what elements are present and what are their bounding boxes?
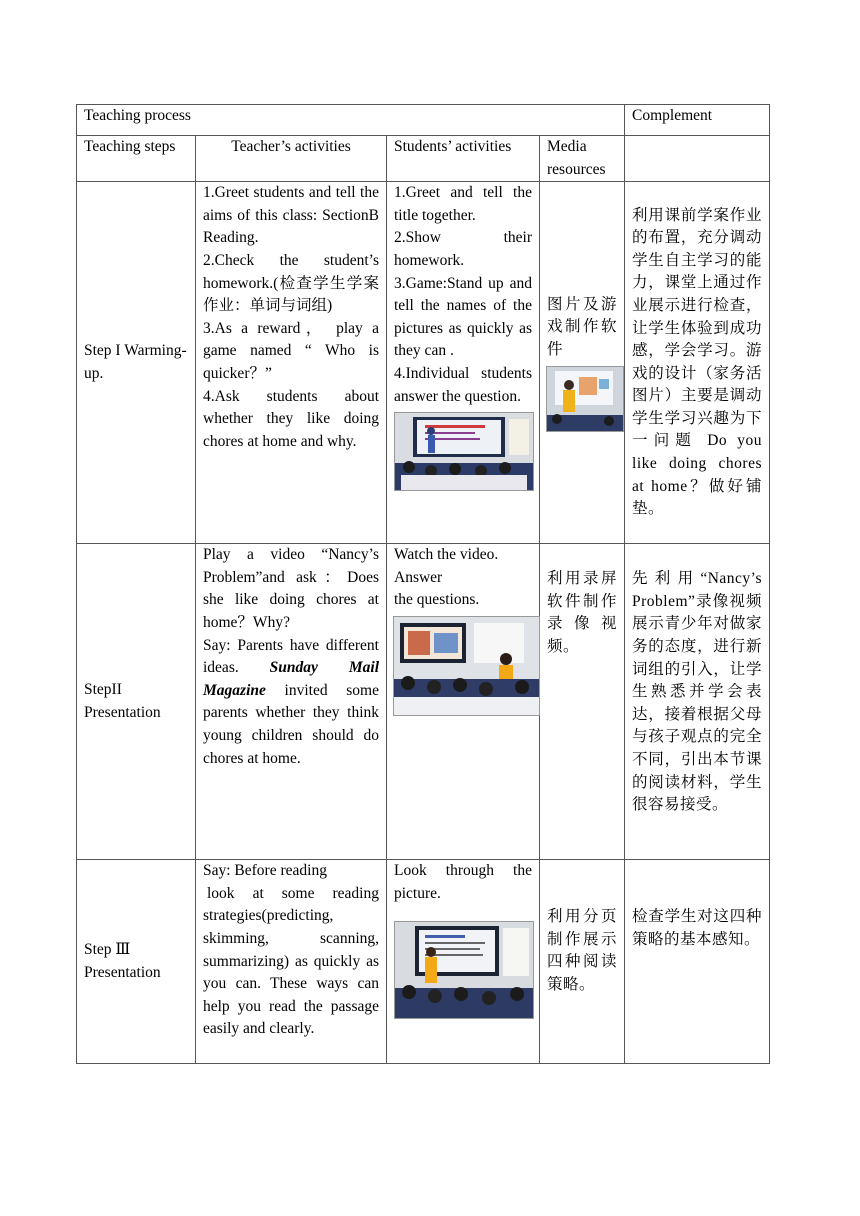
row2-teacher xyxy=(196,544,387,860)
row1-teacher-item: 3.As a reward， play a game named “ Who is quicker？” xyxy=(203,319,379,382)
row2-teacher-item: Play a video “Nancy’s Problem”and ask：Does she like doing chores at home？Why? xyxy=(203,546,379,631)
row1-step: Step I Warming-up. xyxy=(77,182,196,544)
row2-students xyxy=(387,544,540,860)
row2-students-item: Watch the video. xyxy=(394,546,499,564)
teacher-photo xyxy=(546,366,624,432)
row3-media xyxy=(540,860,625,1064)
row1-media xyxy=(540,182,625,544)
row3-teacher xyxy=(196,860,387,1064)
row2-step: StepII Presentation xyxy=(77,544,196,860)
row2-media xyxy=(540,544,625,860)
row2-students-item: Answer xyxy=(394,568,443,586)
row3-media-text: 利用分页制作展示四种阅读策略。 xyxy=(547,908,618,993)
header-media-resources: Media resources xyxy=(540,136,625,182)
row1-students-item: 3.Game:Stand up and tell the names of the pictures as quickly as they can . xyxy=(394,274,532,360)
video-classroom-photo xyxy=(393,616,540,716)
row1-teacher-item: 2.Check the student’s homework.(检查学生学案作业：单词与词组) xyxy=(203,251,379,315)
header-complement: Complement xyxy=(625,105,770,136)
row3-students xyxy=(387,860,540,1064)
row3-step: Step Ⅲ Presentation xyxy=(77,860,196,1064)
row2-media-text: 利用录屏软件制作录像视频。 xyxy=(547,570,618,655)
row3-teacher-item: Say: Before reading xyxy=(203,862,327,880)
row3-teacher-item: look at some reading strategies(predicting, skimming, scanning, summarizing) as quickly as you can. These ways can help you read the passage easily and clearly. xyxy=(203,884,379,1038)
row1-teacher-item: 4.Ask students about whether they like doing chores at home and why. xyxy=(203,387,379,450)
header-empty xyxy=(625,136,770,182)
header-teaching-steps: Teaching steps xyxy=(77,136,196,182)
row1-complement: 利用课前学案作业的布置，充分调动学生自主学习的能力，课堂上通过作业展示进行检查，让学生体验到成功感，学会学习。游戏的设计（家务活图片）主要是调动学生学习兴趣为下一问题 Do you like doing chores at home？做好铺垫。 xyxy=(625,182,770,544)
row3-students-item: Look through the picture. xyxy=(394,862,532,902)
row2-students-item: the questions. xyxy=(394,591,480,609)
classroom-photo xyxy=(394,412,534,491)
header-students-activities: Students’ activities xyxy=(387,136,540,182)
row1-teacher-item: 1.Greet students and tell the aims of this class: SectionB Reading. xyxy=(203,184,379,247)
reading-strategies-photo xyxy=(394,921,534,1019)
row3-complement: 检查学生对这四种策略的基本感知。 xyxy=(625,860,770,1064)
row1-teacher xyxy=(196,182,387,544)
row1-students xyxy=(387,182,540,544)
row1-media-text: 图片及游戏制作软件 xyxy=(547,295,618,358)
header-teacher-activities: Teacher’s activities xyxy=(196,136,387,182)
magazine-title: Sunday Mail Magazine xyxy=(203,659,379,699)
header-teaching-process: Teaching process xyxy=(77,105,625,136)
row1-students-item: 4.Individual students answer the question. xyxy=(394,364,532,405)
row1-students-item: 1.Greet and tell the title together. xyxy=(394,184,532,224)
row2-complement: 先利用“Nancy’s Problem”录像视频展示青少年对做家务的态度，进行新词组的引入，让学生熟悉并学会表达，接着根据父母与孩子观点的完全不同，引出本节课的阅读材料，学生很容易接受。 xyxy=(625,544,770,860)
row2-teacher-rest: invited some parents whether they think young children should do chores at home. xyxy=(203,681,379,767)
teaching-process-table xyxy=(76,104,770,1064)
row1-students-item: 2.Show their homework. xyxy=(394,229,532,269)
row2-teacher-say: Say: Parents have different ideas. xyxy=(203,636,379,677)
row2-teacher-item xyxy=(203,635,379,771)
